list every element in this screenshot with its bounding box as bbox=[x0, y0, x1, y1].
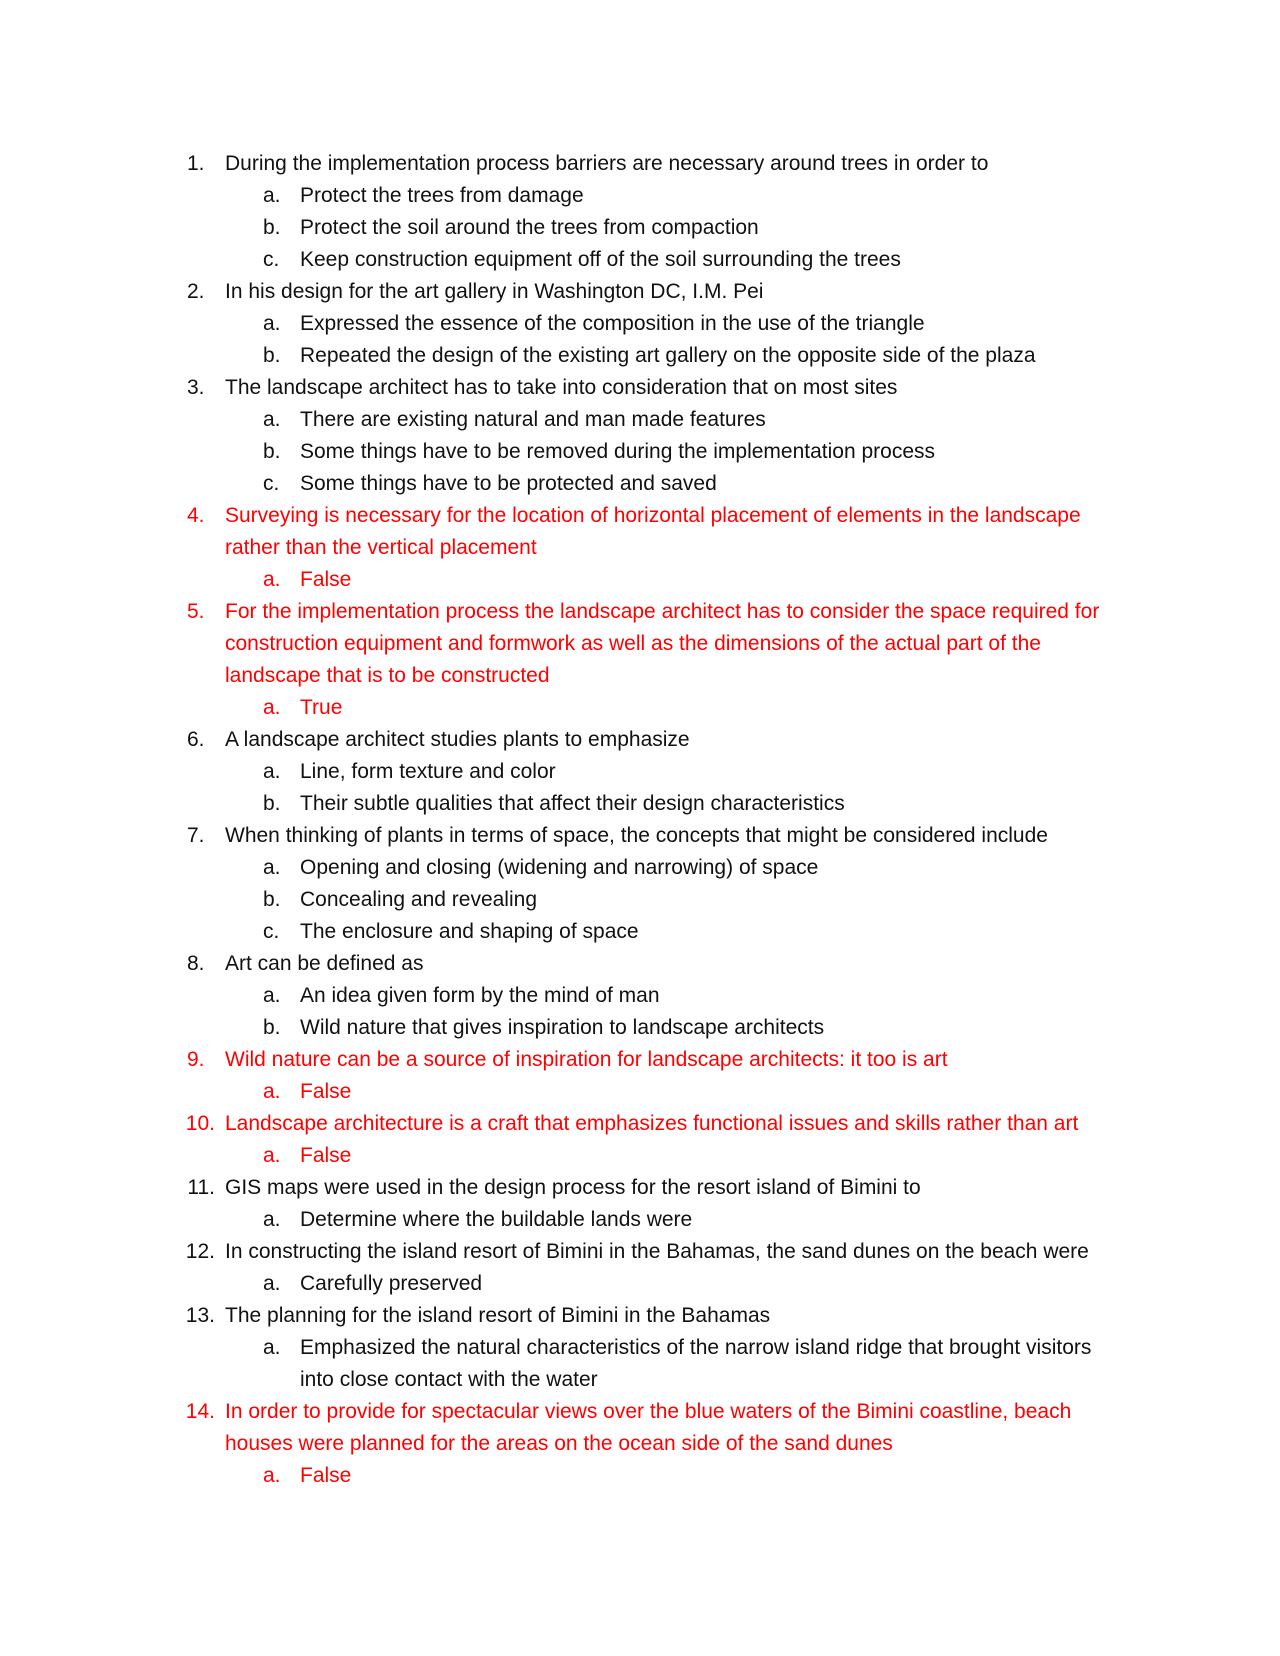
option-text: Protect the trees from damage bbox=[300, 184, 584, 207]
option-item bbox=[0, 1204, 1105, 1236]
question-line bbox=[0, 372, 1105, 404]
question-text: Art can be defined as bbox=[225, 952, 424, 975]
question-line bbox=[0, 1236, 1105, 1268]
answer-option bbox=[0, 564, 1105, 596]
question-text: For the implementation process the landscape architect has to consider the space required for construction equipment and formwork as well as the dimensions of the actual part of the landscape that is to be constructed bbox=[225, 600, 1100, 687]
question-line bbox=[0, 820, 1105, 852]
question-number: 11. bbox=[187, 1176, 215, 1199]
option-item bbox=[0, 436, 1105, 468]
question-number: 9. bbox=[187, 1048, 205, 1071]
question-line bbox=[0, 1300, 1105, 1332]
option-text: Wild nature that gives inspiration to landscape architects bbox=[300, 1016, 825, 1039]
question-text: During the implementation process barriers are necessary around trees in order to bbox=[225, 152, 989, 175]
option-list bbox=[0, 1268, 1280, 1300]
question-number: 13. bbox=[185, 1304, 215, 1327]
question-item bbox=[0, 1108, 1280, 1172]
option-letter: b. bbox=[263, 440, 281, 463]
option-letter: a. bbox=[263, 312, 281, 335]
question-text: A landscape architect studies plants to emphasize bbox=[225, 728, 690, 751]
question-number: 12. bbox=[185, 1240, 215, 1263]
question-item bbox=[0, 1396, 1280, 1492]
option-item bbox=[0, 180, 1105, 212]
option-letter: a. bbox=[263, 184, 281, 207]
question-item bbox=[0, 148, 1280, 276]
option-text: There are existing natural and man made features bbox=[300, 408, 766, 431]
question-number: 14. bbox=[185, 1400, 215, 1423]
option-list bbox=[0, 1332, 1280, 1396]
option-text: Keep construction equipment off of the soil surrounding the trees bbox=[300, 248, 901, 271]
option-text: Opening and closing (widening and narrowing) of space bbox=[300, 856, 819, 879]
option-item bbox=[0, 788, 1105, 820]
question-item bbox=[0, 1172, 1280, 1236]
answer-option bbox=[0, 1076, 1105, 1108]
option-letter: b. bbox=[263, 888, 281, 911]
question-item bbox=[0, 1300, 1280, 1396]
question-item bbox=[0, 820, 1280, 948]
question-line bbox=[0, 276, 1105, 308]
question-text: The planning for the island resort of Bimini in the Bahamas bbox=[225, 1304, 771, 1327]
option-letter: a. bbox=[263, 1208, 281, 1231]
question-text: In his design for the art gallery in Washington DC, I.M. Pei bbox=[225, 280, 764, 303]
question-number: 4. bbox=[187, 504, 205, 527]
option-text: Some things have to be removed during the implementation process bbox=[300, 440, 936, 463]
option-item bbox=[0, 1012, 1105, 1044]
option-list bbox=[0, 756, 1280, 820]
option-text: False bbox=[300, 1080, 352, 1103]
option-letter: a. bbox=[263, 856, 281, 879]
option-list bbox=[0, 180, 1280, 276]
question-text: Wild nature can be a source of inspiration for landscape architects: it too is art bbox=[225, 1048, 948, 1071]
question-number: 7. bbox=[187, 824, 205, 847]
option-text: Determine where the buildable lands were bbox=[300, 1208, 693, 1231]
option-item bbox=[0, 1268, 1105, 1300]
option-text: Line, form texture and color bbox=[300, 760, 556, 783]
option-list bbox=[0, 980, 1280, 1044]
option-letter: c. bbox=[263, 248, 280, 271]
option-letter: a. bbox=[263, 568, 281, 591]
question-item bbox=[0, 1236, 1280, 1300]
question-line bbox=[0, 948, 1105, 980]
answer-option bbox=[0, 1460, 1105, 1492]
option-letter: b. bbox=[263, 216, 281, 239]
question-line bbox=[0, 1172, 1105, 1204]
option-list bbox=[0, 852, 1280, 948]
option-letter: a. bbox=[263, 408, 281, 431]
question-line bbox=[0, 1044, 1105, 1076]
option-letter: b. bbox=[263, 792, 281, 815]
question-text: Landscape architecture is a craft that emphasizes functional issues and skills rather than art bbox=[225, 1112, 1079, 1135]
question-item bbox=[0, 724, 1280, 820]
option-text: Repeated the design of the existing art gallery on the opposite side of the plaza bbox=[300, 344, 1036, 367]
option-letter: c. bbox=[263, 472, 280, 495]
option-letter: a. bbox=[263, 1336, 281, 1359]
question-number: 3. bbox=[187, 376, 205, 399]
option-item bbox=[0, 884, 1105, 916]
option-letter: a. bbox=[263, 1272, 281, 1295]
option-letter: b. bbox=[263, 1016, 281, 1039]
question-line bbox=[0, 724, 1105, 756]
question-item bbox=[0, 1044, 1280, 1108]
option-text: False bbox=[300, 568, 352, 591]
question-text: In constructing the island resort of Bimini in the Bahamas, the sand dunes on the beach were bbox=[225, 1240, 1089, 1263]
option-list bbox=[0, 1460, 1280, 1492]
option-item bbox=[0, 244, 1105, 276]
answer-option bbox=[0, 1140, 1105, 1172]
option-list bbox=[0, 1140, 1280, 1172]
option-text: Some things have to be protected and saved bbox=[300, 472, 717, 495]
option-text: An idea given form by the mind of man bbox=[300, 984, 660, 1007]
option-item bbox=[0, 1332, 1105, 1396]
option-letter: a. bbox=[263, 1080, 281, 1103]
question-text: When thinking of plants in terms of space, the concepts that might be considered include bbox=[225, 824, 1048, 847]
question-number: 6. bbox=[187, 728, 205, 751]
option-list bbox=[0, 1204, 1280, 1236]
option-item bbox=[0, 916, 1105, 948]
option-text: Expressed the essence of the composition in the use of the triangle bbox=[300, 312, 925, 335]
option-item bbox=[0, 212, 1105, 244]
option-list bbox=[0, 404, 1280, 500]
option-text: False bbox=[300, 1144, 352, 1167]
question-line bbox=[0, 148, 1105, 180]
question-item bbox=[0, 500, 1280, 596]
question-text: Surveying is necessary for the location of horizontal placement of elements in the landscape rather than the vertical placement bbox=[225, 504, 1081, 559]
option-text: Concealing and revealing bbox=[300, 888, 537, 911]
question-text: GIS maps were used in the design process for the resort island of Bimini to bbox=[225, 1176, 921, 1199]
question-item bbox=[0, 372, 1280, 500]
option-text: Emphasized the natural characteristics of the narrow island ridge that brought visitors into close contact with the water bbox=[300, 1336, 1092, 1391]
option-item bbox=[0, 340, 1105, 372]
option-text: True bbox=[300, 696, 343, 719]
question-line bbox=[0, 596, 1105, 692]
question-item bbox=[0, 276, 1280, 372]
option-letter: a. bbox=[263, 1144, 281, 1167]
answer-option bbox=[0, 692, 1105, 724]
option-letter: a. bbox=[263, 760, 281, 783]
option-list bbox=[0, 1076, 1280, 1108]
option-item bbox=[0, 468, 1105, 500]
question-number: 8. bbox=[187, 952, 205, 975]
question-number: 2. bbox=[187, 280, 205, 303]
question-text: In order to provide for spectacular views over the blue waters of the Bimini coastline, beach houses were planned for the areas on the ocean side of the sand dunes bbox=[225, 1400, 1072, 1455]
option-letter: b. bbox=[263, 344, 281, 367]
option-list bbox=[0, 692, 1280, 724]
option-item bbox=[0, 404, 1105, 436]
option-text: Their subtle qualities that affect their design characteristics bbox=[300, 792, 845, 815]
option-item bbox=[0, 980, 1105, 1012]
option-letter: c. bbox=[263, 920, 280, 943]
option-letter: a. bbox=[263, 696, 281, 719]
option-text: Carefully preserved bbox=[300, 1272, 483, 1295]
option-list bbox=[0, 308, 1280, 372]
question-line bbox=[0, 1108, 1105, 1140]
option-letter: a. bbox=[263, 984, 281, 1007]
option-item bbox=[0, 852, 1105, 884]
option-item bbox=[0, 756, 1105, 788]
option-text: Protect the soil around the trees from compaction bbox=[300, 216, 759, 239]
option-list bbox=[0, 564, 1280, 596]
question-item bbox=[0, 596, 1280, 724]
question-number: 1. bbox=[187, 152, 205, 175]
question-list bbox=[0, 148, 1280, 1492]
question-text: The landscape architect has to take into consideration that on most sites bbox=[225, 376, 898, 399]
option-letter: a. bbox=[263, 1464, 281, 1487]
question-line bbox=[0, 1396, 1105, 1460]
option-text: False bbox=[300, 1464, 352, 1487]
question-line bbox=[0, 500, 1105, 564]
question-item bbox=[0, 948, 1280, 1044]
option-item bbox=[0, 308, 1105, 340]
question-number: 5. bbox=[187, 600, 205, 623]
question-number: 10. bbox=[185, 1112, 215, 1135]
option-text: The enclosure and shaping of space bbox=[300, 920, 639, 943]
